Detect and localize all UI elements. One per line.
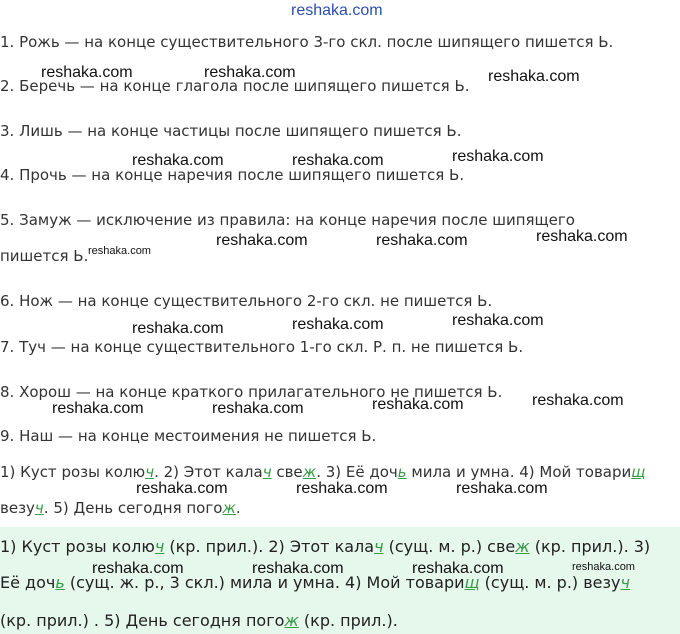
watermark: reshaka.com [204,64,296,81]
rule-line-5-continued: пишется Ь. [0,247,89,265]
watermark: reshaka.com [292,152,384,169]
watermark: reshaka.com [132,152,224,169]
rule-line-7: 7. Туч — на конце существительного 1-го скл. Р. п. не пишется Ь. [0,338,524,356]
underlined-letter: ь [55,573,65,592]
rule-line-5: 5. Замуж — исключение из правила: на конце наречия после шипящего [0,211,575,229]
watermark: reshaka.com [452,148,544,165]
rule-line-2: 2. Беречь — на конце глагола после шипящего пишется Ь. [0,77,470,95]
watermark: reshaka.com [132,320,224,337]
site-watermark-top: reshaka.com [291,2,383,19]
underlined-letter: ж [515,537,530,556]
watermark: reshaka.com [572,561,635,573]
watermark: reshaka.com [532,392,624,409]
watermark: reshaka.com [376,232,468,249]
watermark: reshaka.com [456,480,548,497]
watermark: reshaka.com [52,400,144,417]
watermark: reshaka.com [88,245,151,257]
underlined-letter: щ [631,463,646,481]
rule-line-9: 9. Наш — на конце местоимения не пишется Ь. [0,427,377,445]
watermark: reshaka.com [296,480,388,497]
watermark: reshaka.com [92,560,184,577]
watermark: reshaka.com [412,560,504,577]
watermark: reshaka.com [212,400,304,417]
underlined-letter: ч [620,573,630,592]
rule-line-8: 8. Хорош — на конце краткого прилагательного не пишется Ь. [0,383,503,401]
underlined-letter: ж [302,463,317,481]
underlined-letter: ч [145,463,155,481]
watermark: reshaka.com [488,68,580,85]
watermark: reshaka.com [216,232,308,249]
rule-line-4: 4. Прочь — на конце наречия после шипящего пишется Ь. [0,166,465,184]
watermark: reshaka.com [41,64,133,81]
underlined-letter: щ [464,573,480,592]
answer-line-2: Её дочь (сущ. ж. р., 3 скл.) мила и умна. 4) Мой товарищ (сущ. м. р.) везуч [0,573,630,592]
watermark: reshaka.com [452,312,544,329]
rule-line-1: 1. Рожь — на конце существительного 3-го скл. после шипящего пишется Ь. [0,33,614,51]
rule-line-6: 6. Нож — на конце существительного 2-го скл. не пишется Ь. [0,292,493,310]
exercise-line-1: 1) Куст розы колюч. 2) Этот калач свеж. 3) Её дочь мила и умна. 4) Мой товарищ [0,463,646,481]
underlined-letter: ж [284,611,299,630]
watermark: reshaka.com [536,228,628,245]
underlined-letter: ч [154,537,165,556]
underlined-letter: ж [222,499,236,517]
watermark: reshaka.com [136,480,228,497]
underlined-letter: ч [262,463,272,481]
underlined-letter: ь [397,463,407,481]
answer-line-3: (кр. прил.) . 5) День сегодня погож (кр. прил.). [0,611,398,630]
watermark: reshaka.com [372,396,464,413]
exercise-line-2: везуч. 5) День сегодня погож. [0,499,241,517]
watermark: reshaka.com [292,316,384,333]
answer-line-1: 1) Куст розы колюч (кр. прил.). 2) Этот калач (сущ. м. р.) свеж (кр. прил.). 3) [0,537,651,556]
watermark: reshaka.com [252,560,344,577]
underlined-letter: ч [34,499,44,517]
underlined-letter: ч [374,537,384,556]
rule-line-3: 3. Лишь — на конце частицы после шипящего пишется Ь. [0,122,462,140]
